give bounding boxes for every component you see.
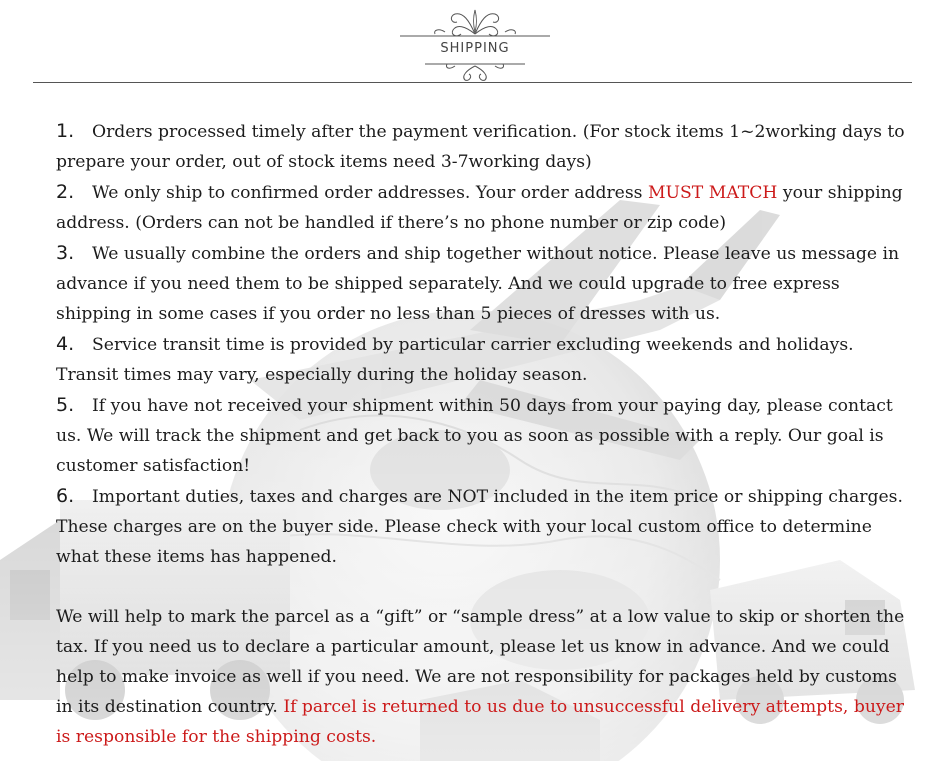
- policy-item-6: [56, 481, 906, 572]
- item-text: We usually combine the orders and ship together without notice. Please leave us message in advance if you need them to be shipped separately. And we could upgrade to free express shipping in some cases if you order no less than 5 pieces of dresses with us.: [56, 244, 900, 324]
- item-text: Service transit time is provided by particular carrier excluding weekends and holidays. Transit times may vary, especially during the holiday season.: [56, 335, 854, 385]
- item-text: Orders processed timely after the payment verification. (For stock items 1~2working days to prepare your order, out of stock items need 3-7working days): [56, 122, 905, 172]
- item-number: 2.: [56, 181, 75, 203]
- page-header: [0, 0, 950, 90]
- item-text: If you have not received your shipment within 50 days from your paying day, please contact us. We will track the shipment and get back to you as soon as possible with a reply. Our goal is customer satisfaction!: [56, 396, 893, 476]
- item-number: 6.: [56, 485, 75, 507]
- policy-item-2: [56, 177, 906, 238]
- item-number: 5.: [56, 394, 75, 416]
- item-number: 3.: [56, 242, 75, 264]
- policy-item-1: [56, 116, 906, 177]
- section-title: SHIPPING: [440, 41, 510, 56]
- item-number: 1.: [56, 120, 75, 142]
- customs-note-text: We will help to mark the parcel as a “gift” or “sample dress” at a low value to skip or shorten the tax. If you need us to declare a particular amount, please let us know in advance. And we could help to make invoice as well if you need. We are not responsibility for packages held by customs in its destination country.: [56, 607, 905, 717]
- return-warning: If parcel is returned to us due to unsuccessful delivery attempts, buyer is responsible for the shipping costs.: [56, 697, 904, 747]
- customs-note: [56, 602, 906, 752]
- must-match-highlight: MUST MATCH: [647, 183, 778, 203]
- item-text: Important duties, taxes and charges are NOT included in the item price or shipping charges. These charges are on the buyer side. Please check with your local custom office to determine what these items has happened.: [56, 487, 903, 567]
- item-text: We only ship to confirmed order addresses. Your order address: [92, 183, 648, 203]
- policy-item-3: [56, 238, 906, 329]
- header-divider: [33, 82, 912, 83]
- shipping-policy-content: [56, 116, 906, 769]
- item-text-continued: your shipping address. (Orders can not be handled if there’s no phone number or zip code): [56, 183, 903, 233]
- item-number: 4.: [56, 333, 75, 355]
- policy-item-5: [56, 390, 906, 481]
- policy-item-4: [56, 329, 906, 390]
